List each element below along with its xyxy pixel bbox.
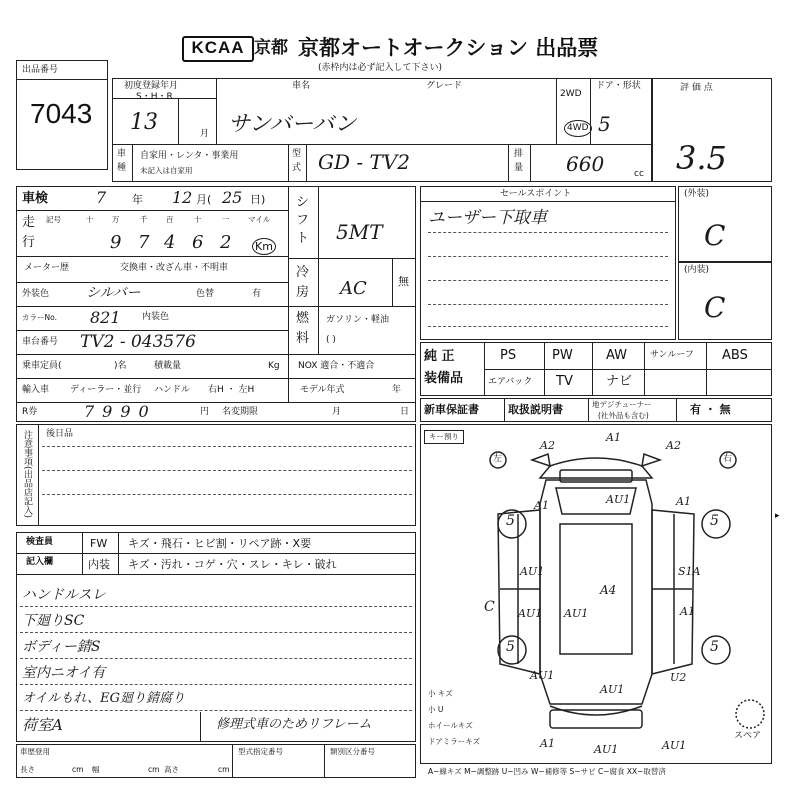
bottom-length-unit: cm [72,765,84,774]
inspector-note-6: 荷室A [22,716,63,734]
bottom-height-unit: cm [218,765,230,774]
inspector-fw: FW [90,537,108,550]
import-handle: ハンドル [154,385,191,395]
import-side: 右H ・ 左H [208,385,255,395]
bottom-height: 高さ [164,765,179,774]
mark-au1-rear: AU1 [600,683,625,696]
mileage-digit-4: 2 [220,232,232,253]
warranty-card: 新車保証書 [424,403,479,416]
car-diagram [420,424,772,764]
warranty-tuner: 地デジチューナー [592,400,652,409]
displacement-unit: cc [634,169,644,179]
tyre-rear-left: 5 [506,639,515,655]
inspector-interior: 内装 [88,558,110,571]
equipment-airbag: エアバック [488,377,533,387]
bottom-width-unit: cm [148,765,160,774]
chassis-label: 車台番号 [22,337,59,347]
displacement-value: 660 [566,152,605,176]
registration-era: S・H・R [136,92,173,102]
mark-a1-rear-left: A1 [540,737,555,750]
exterior-color-label: 外装色 [22,289,50,299]
mark-s1a-right-door: S1A [678,565,701,578]
warranty-tuner-note: (社外品も含む) [598,411,649,420]
mileage-label-a: 走 [22,215,36,230]
equipment-sunroof: サンルーフ [650,350,694,360]
warranty-yesno: 有 ・ 無 [690,403,731,416]
displacement-label-a: 排 [514,149,524,159]
notes-after-label: 後日品 [46,429,74,439]
meter-history-label: メーター歴 [24,263,70,273]
shaken-month-unit: 月( [196,193,212,206]
color-no-label: カラーNo. [22,313,57,322]
legend-codes: A−線キズ M−調整跡 U−凹み W−補修等 S−サビ C−腐食 XX−取替済 [428,767,666,776]
name-change-day: 日 [400,407,410,417]
shaken-day: 25 [222,188,243,207]
name-change-month: 月 [332,407,342,417]
aircon-label-b: 房 [296,285,310,300]
legend-wheel-scratch: ホイールキズ [428,721,473,730]
bottom-type-number: 型式指定番号 [238,747,283,756]
equipment-aw: AW [606,348,628,363]
car-name-value: サンバーバン [228,112,357,137]
mileage-unit-3: 百 [166,215,174,224]
mark-a2-left: A2 [540,439,555,452]
sales-point-value: ユーザー下取車 [428,208,547,228]
name-change-label: 名変期限 [222,407,259,417]
aircon-label-a: 冷 [296,265,310,280]
score-label: 評 価 点 [680,83,713,93]
fuel-paren: ( ) [326,335,336,345]
usage-label-a: 車 [117,149,127,159]
mark-a1-right-rear: A1 [680,605,695,618]
edge-arrow-icon: ▸ [775,511,780,521]
legend-small-scratch: 小 キズ [428,689,453,698]
model-year-unit: 年 [392,385,402,395]
inspector-label-a: 検査員 [26,537,54,547]
displacement-label-b: 量 [514,163,524,173]
mileage-unit-2: 千 [140,215,148,224]
import-dealer: ディーラー・並行 [70,385,142,395]
bottom-class-number: 類別区分番号 [330,747,375,756]
equipment-tv: TV [556,374,573,389]
inspector-label-b: 記入欄 [26,557,54,567]
mark-a1-left-front: A1 [534,499,549,512]
car-name-label: 車名 [292,81,311,91]
model-value: GD - TV2 [318,150,410,174]
mileage-unit-1: 万 [112,215,120,224]
mark-au1-left-quarter: AU1 [530,669,555,682]
bottom-length: 長さ [20,765,35,774]
recycle-label: R券 [22,407,38,417]
recycle-value: 7990 [84,402,157,421]
model-label-b: 式 [292,163,302,173]
equipment-pw: PW [552,348,573,363]
sales-point-label: セールスポイント [500,189,572,199]
mark-au1-hood: AU1 [606,493,631,506]
kcaa-logo: KCAA [182,36,254,62]
fuel-label-b: 料 [296,331,310,346]
mileage-unit-0: 十 [86,215,94,224]
bottom-width: 幅 [92,765,100,774]
mark-au1-rear-bumper: AU1 [594,743,619,756]
mileage-digit-0: 9 [110,232,122,253]
diagram-left: 左 [493,454,503,464]
diagram-key-tag: キー預り [424,430,464,444]
mileage-unit-5: 一 [222,215,230,224]
chassis-value: TV2 - 043576 [80,332,196,352]
interior-grade-label: (内装) [684,265,710,275]
interior-grade-value: C [704,291,726,324]
mileage-label-b: 行 [22,235,36,250]
diagram-right: 右 [723,454,733,464]
equipment-ps: PS [500,348,517,363]
mark-a4-roof: A4 [600,583,617,597]
mileage-digit-1: 7 [138,232,150,253]
lot-number-label: 出品番号 [22,65,59,75]
usage-options: 自家用・レンタ・事業用 [140,151,239,161]
inspector-interior-text: キズ・汚れ・コゲ・穴・スレ・キレ・破れ [128,558,337,571]
shaken-day-unit: 日) [250,193,266,206]
model-year-label: モデル年式 [300,385,345,395]
capacity-label: 乗車定員( [22,361,62,371]
mark-au1-left-door: AU1 [520,565,545,578]
inspector-note-5: オイルもれ、EG廻り錆腐り [22,691,186,706]
fuel-options: ガソリン・軽油 [326,315,390,325]
meter-history-options: 交換車・改ざん車・不明車 [120,263,229,273]
color-no-value: 821 [90,308,121,327]
inspector-note-right: 修理式車のためリフレーム [216,717,372,732]
color-change-value: 有 [252,289,262,299]
doors-value: 5 [598,112,611,136]
mileage-kigo: 記号 [46,215,61,224]
shaken-year: 7 [96,188,107,207]
mark-a2-right: A2 [666,439,681,452]
doors-label: ドア・形状 [596,81,641,91]
inspector-note-3: ボディー錆S [22,639,101,655]
mark-a1-front: A1 [606,431,621,444]
equipment-navi: ナビ [606,374,633,389]
exterior-grade-label: (外装) [684,189,710,199]
warranty-manual: 取扱説明書 [508,403,563,416]
inspector-note-2: 下廻りSC [22,613,85,629]
shift-label-a: シ [296,195,310,210]
shift-value: 5MT [336,220,383,244]
mileage-digit-2: 4 [164,232,176,253]
legend-small-dent: 小 U [428,705,444,714]
mark-au1-left-rear-2: AU1 [564,607,589,620]
spare-label: スペア [734,731,762,741]
mark-u2-right-quarter: U2 [670,671,687,684]
load-label: 積載量 [154,361,182,371]
mark-au1-left-rear-1: AU1 [518,607,543,620]
drive-2wd: 2WD [560,89,582,99]
registration-year: 13 [130,110,158,135]
page-title: 京都オートオークション 出品票 [298,36,599,60]
usage-note: 未記入は自家用 [140,166,193,175]
drive-4wd: 4WD [564,120,592,137]
page-subtitle: (赤枠内は必ず記入して下さい) [318,63,443,73]
shift-label-b: フ [296,213,310,228]
logo-city: 京都 [254,38,288,58]
fuel-label-a: 燃 [296,311,310,326]
equipment-label-a: 純 正 [424,349,455,364]
mileage-mile: マイル [248,215,271,224]
registration-label: 初度登録年月 [124,81,179,91]
color-change-label: 色替 [196,289,215,299]
capacity-unit: )名 [114,361,127,371]
shaken-label: 車検 [22,191,49,206]
interior-color-label: 内装色 [142,312,170,322]
equipment-label-b: 装備品 [424,371,464,386]
import-label: 輸入車 [22,385,50,395]
shaken-year-unit: 年 [132,193,143,206]
mileage-unit-4: 十 [194,215,202,224]
aircon-value: AC [340,278,367,299]
notes-side-label: 注意事項(出品店記入) [22,430,32,519]
model-label-a: 型 [292,149,302,159]
registration-month-unit: 月 [200,129,210,139]
legend-mirror-scratch: ドアミラーキズ [428,737,481,746]
score-value: 3.5 [676,139,727,177]
tyre-rear-right: 5 [710,639,719,655]
equipment-abs: ABS [722,348,748,363]
mark-a1-right-front: A1 [676,495,691,508]
grade-label: グレード [426,81,463,91]
tyre-front-left: 5 [506,513,515,529]
aircon-none: 無 [398,275,409,288]
notes-box [16,424,416,526]
bottom-history: 車歴登用 [20,747,50,756]
recycle-unit: 円 [200,407,210,417]
inspector-note-1: ハンドルスレ [22,587,106,603]
mileage-unit: Km [252,238,276,255]
shift-label-c: ト [296,231,310,246]
tyre-front-right: 5 [710,513,719,529]
inspector-note-4: 室内ニオイ有 [22,665,106,681]
exterior-grade-value: C [704,219,726,252]
inspector-fw-text: キズ・飛石・ヒビ割・リペア跡・X要 [128,537,312,550]
shaken-month: 12 [172,188,193,207]
mileage-digit-3: 6 [192,232,204,253]
load-unit: Kg [268,361,280,371]
mark-au1-rear-right: AU1 [662,739,687,752]
mark-c-left: C [484,599,495,615]
nox-label: NOX 適合・不適合 [298,361,375,371]
exterior-color-value: シルバー [86,285,141,301]
usage-label-b: 種 [117,163,127,173]
lot-number-value: 7043 [30,98,93,129]
